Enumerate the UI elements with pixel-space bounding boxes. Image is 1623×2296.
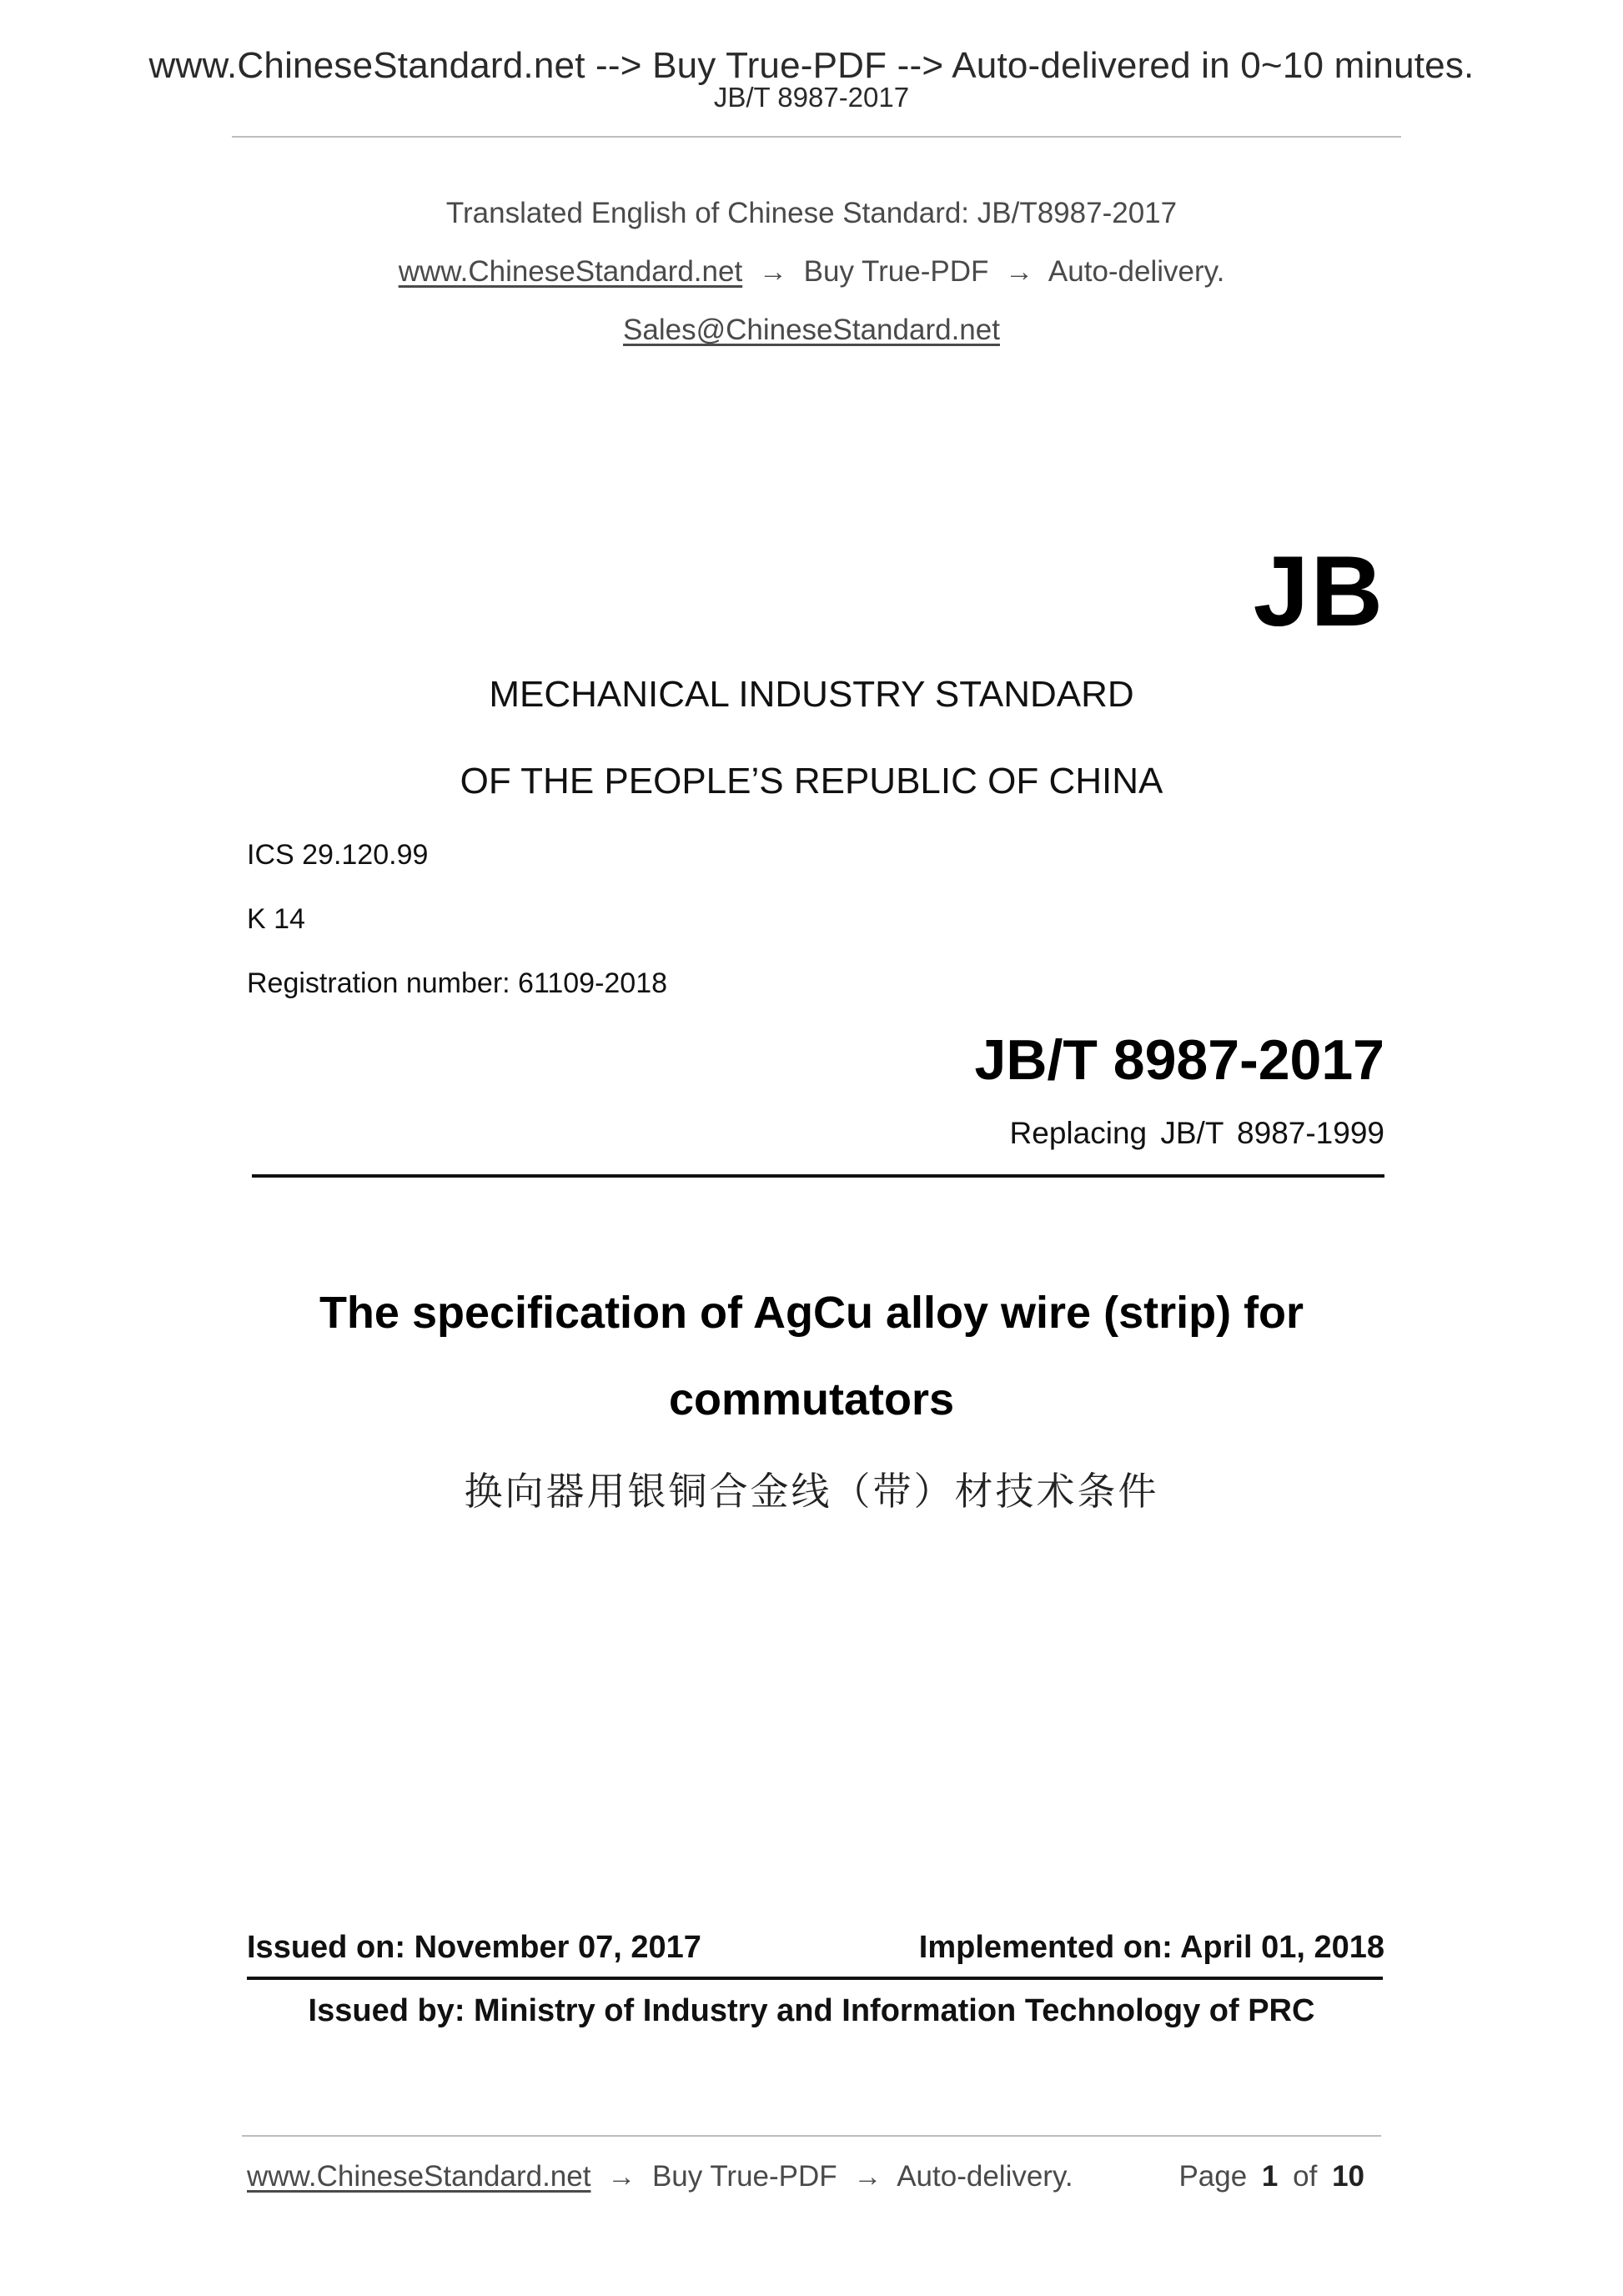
- page-total: 10: [1332, 2160, 1364, 2193]
- translation-notice: Translated English of Chinese Standard: JB/T8987-2017: [445, 197, 1178, 229]
- footer-site-link[interactable]: www.ChineseStandard.net: [247, 2160, 591, 2193]
- footer-divider: [242, 2135, 1381, 2137]
- sales-email-link[interactable]: Sales@ChineseStandard.net: [623, 314, 1000, 346]
- buy-true-pdf-text: Buy True-PDF: [803, 255, 989, 288]
- replacing-note: Replacing JB/T 8987-1999: [1009, 1116, 1384, 1150]
- standard-heading-line1: MECHANICAL INDUSTRY STANDARD: [489, 674, 1134, 715]
- title-divider: [252, 1174, 1384, 1178]
- site-link[interactable]: www.ChineseStandard.net: [398, 255, 743, 288]
- document-title-chinese: 换向器用银铜合金线（带）材技术条件: [464, 1469, 1159, 1514]
- page-label: Page: [1178, 2160, 1248, 2193]
- arrow-right-icon: →: [758, 256, 787, 288]
- implemented-on-date: Implemented on: April 01, 2018: [918, 1930, 1384, 1965]
- document-title-line2: commutators: [668, 1374, 955, 1424]
- issue-divider: [247, 1977, 1383, 1980]
- registration-number: Registration number: 61109-2018: [247, 967, 668, 999]
- page-indicator: [1178, 2160, 1371, 2193]
- page-current: 1: [1261, 2160, 1279, 2193]
- footer-buy-text: Buy True-PDF: [651, 2160, 837, 2193]
- arrow-right-icon: →: [1005, 256, 1034, 288]
- header-divider: [232, 136, 1401, 138]
- auto-delivery-text: Auto-delivery.: [1048, 255, 1225, 288]
- email-line: [0, 314, 1623, 347]
- translation-buy-line: [0, 255, 1623, 289]
- header-banner: www.ChineseStandard.net --> Buy True-PDF --> Auto-delivered in 0~10 minutes.: [148, 45, 1475, 86]
- standard-abbreviation: JB: [1253, 535, 1384, 647]
- ics-code: ICS 29.120.99: [247, 839, 429, 871]
- footer-buy-line: [247, 2160, 1073, 2193]
- arrow-right-icon: →: [853, 2161, 882, 2193]
- footer-delivery-text: Auto-delivery.: [897, 2160, 1073, 2193]
- issued-on-date: Issued on: November 07, 2017: [247, 1930, 701, 1965]
- standard-code: JB/T 8987-2017: [974, 1028, 1384, 1092]
- page-of-label: of: [1293, 2160, 1318, 2193]
- arrow-right-icon: →: [607, 2161, 636, 2193]
- issued-by: Issued by: Ministry of Industry and Information Technology of PRC: [308, 1993, 1315, 2028]
- header-doc-code: JB/T 8987-2017: [713, 82, 910, 113]
- ccs-code: K 14: [247, 903, 305, 935]
- standard-heading-line2: OF THE PEOPLE’S REPUBLIC OF CHINA: [460, 761, 1163, 801]
- document-title-line1: The specification of AgCu alloy wire (strip) for: [319, 1288, 1304, 1338]
